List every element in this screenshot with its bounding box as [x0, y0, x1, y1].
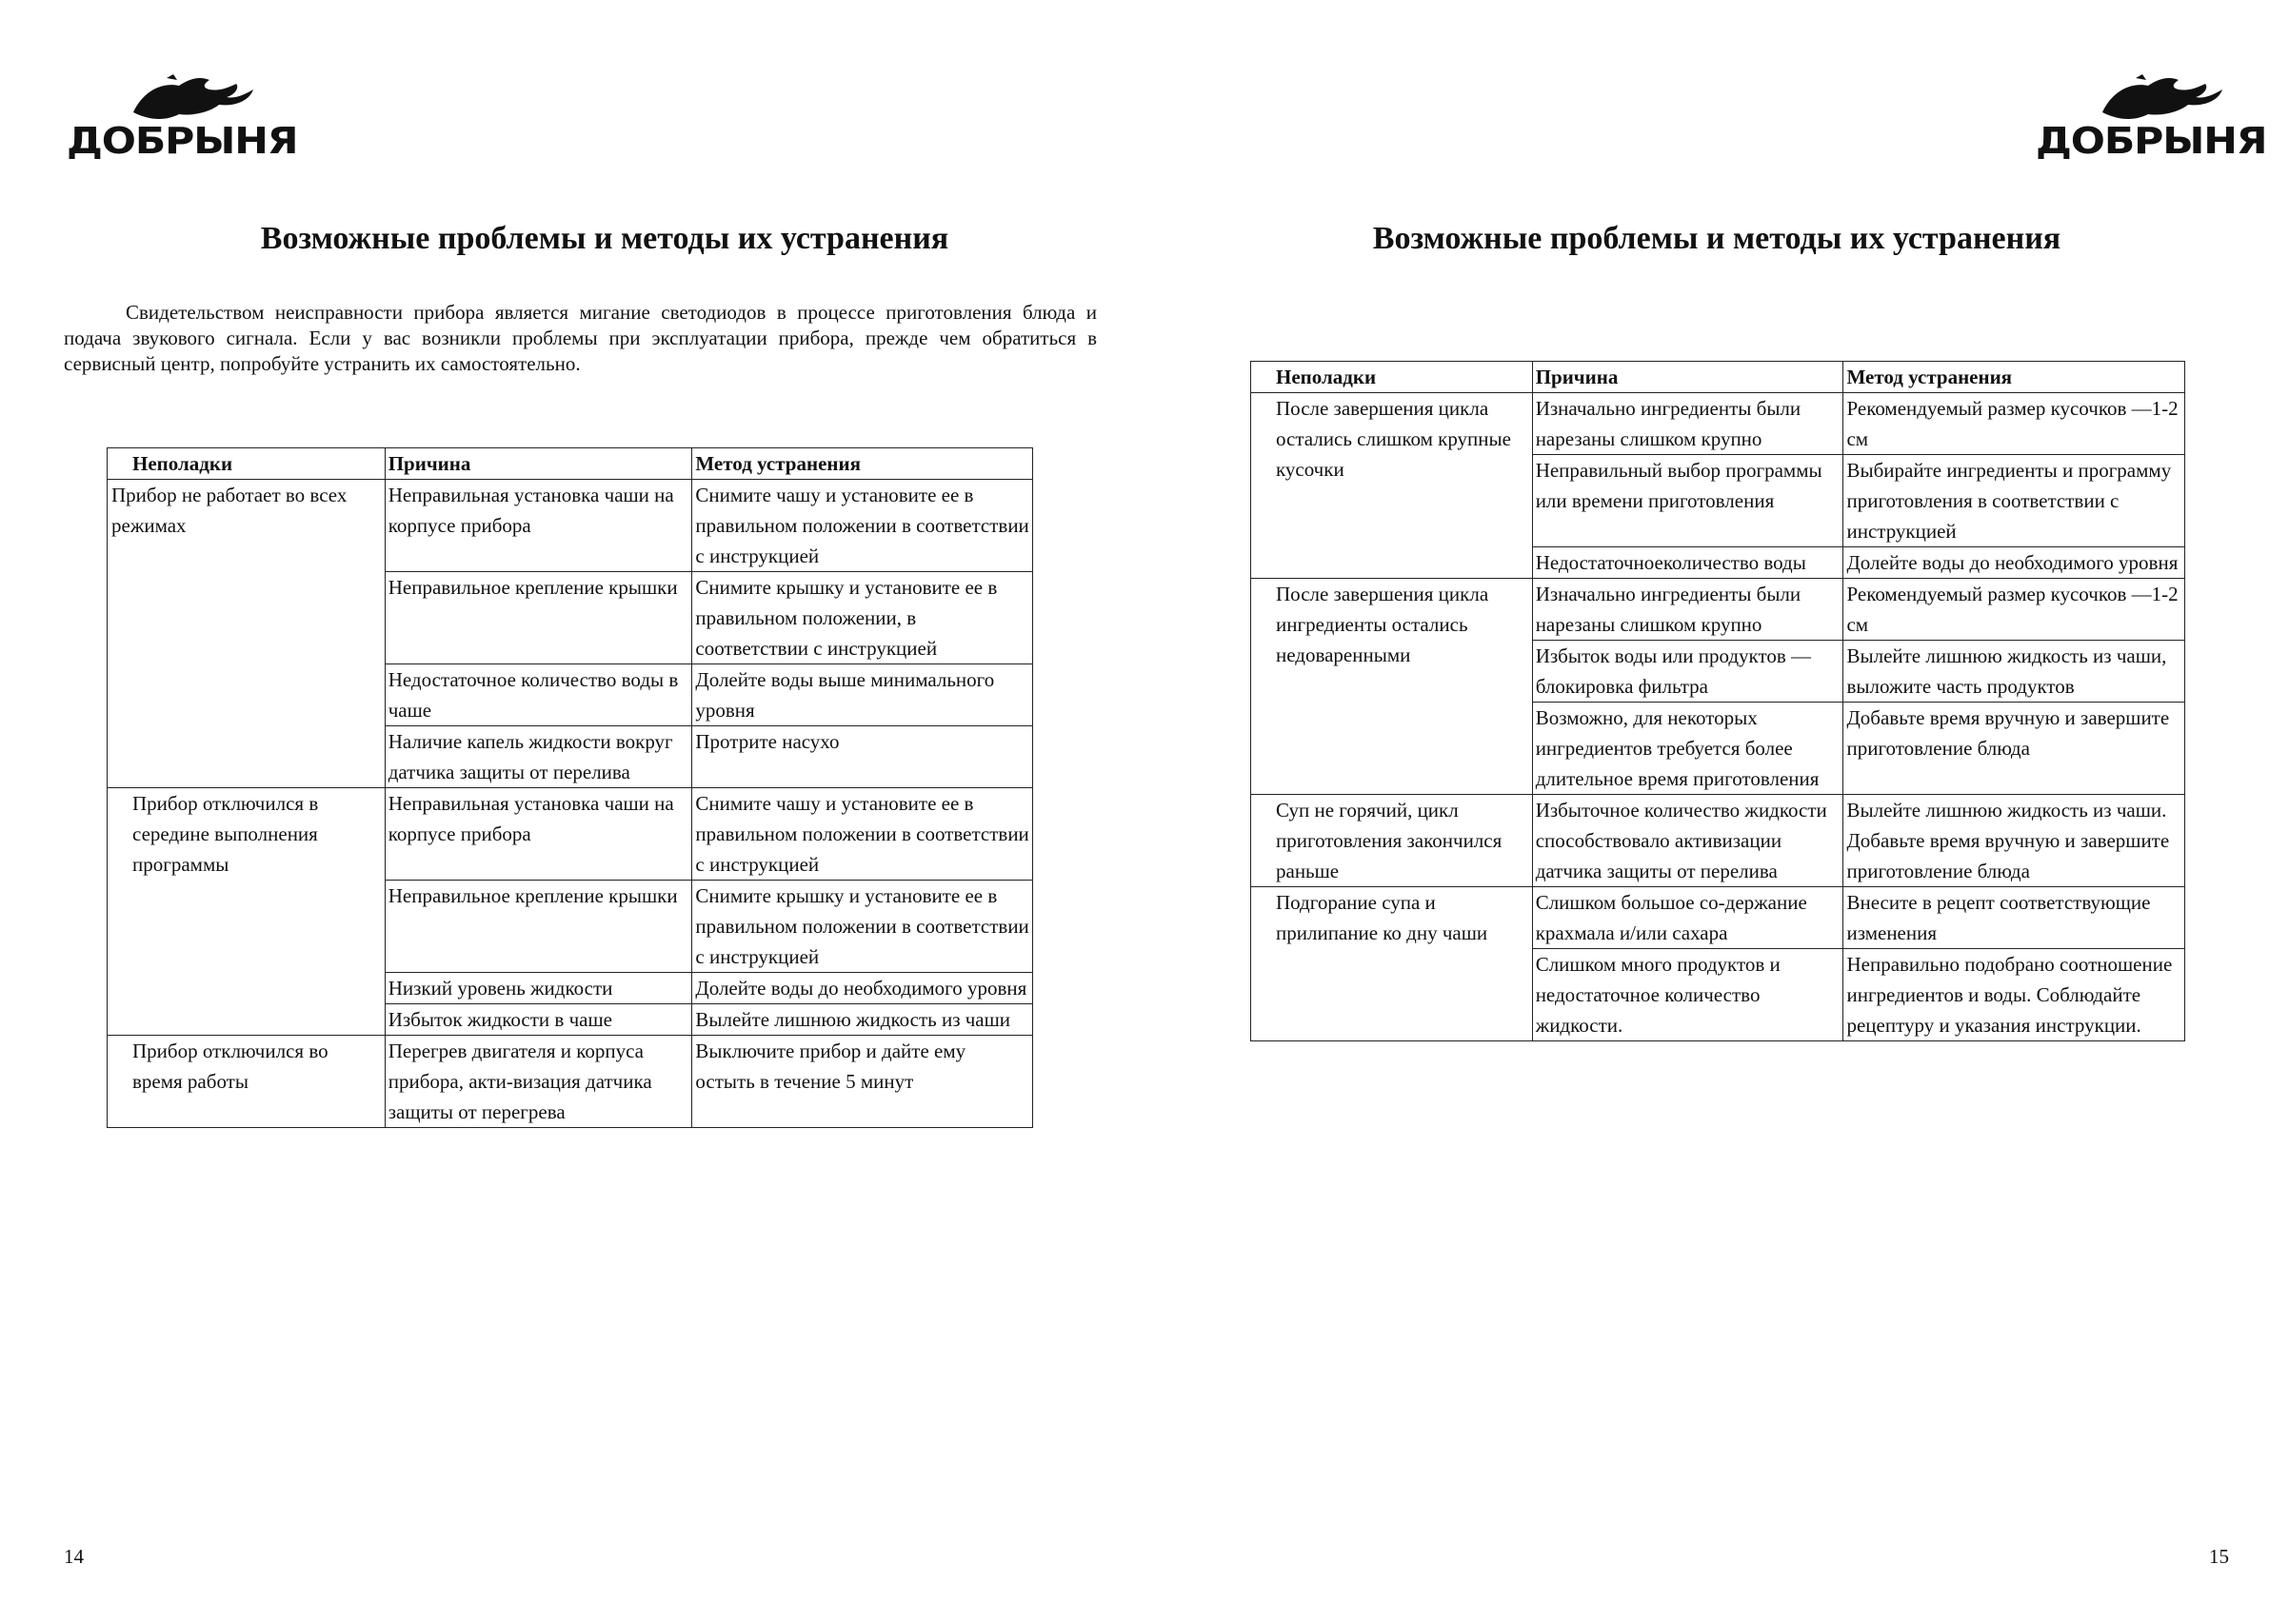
right-troubleshooting-table	[1250, 361, 2185, 1041]
cause-cell: Недостаточное количество воды в чаше	[385, 664, 692, 726]
method-cell: Добавьте время вручную и завершите приготовление блюда	[1843, 703, 2185, 795]
left-page-title: Возможные проблемы и методы их устранения	[260, 221, 949, 256]
method-cell: Долейте воды выше минимального уровня	[692, 664, 1033, 726]
header-cause: Причина	[1532, 362, 1843, 393]
method-cell: Выключите прибор и дайте ему остыть в течение 5 минут	[692, 1036, 1033, 1128]
method-cell: Вылейте лишнюю жидкость из чаши. Добавьте время вручную и завершите приготовление блюда	[1843, 795, 2185, 887]
header-problem: Неполадки	[1251, 362, 1533, 393]
table-row	[108, 788, 1033, 881]
right-page-title: Возможные проблемы и методы их устранения	[1372, 221, 2061, 256]
cause-cell: Избыточное количество жидкости способствовало активизации датчика защиты от перелива	[1532, 795, 1843, 887]
method-cell: Долейте воды до необходимого уровня	[692, 973, 1033, 1004]
table-row	[108, 1036, 1033, 1128]
cause-cell: Избыток жидкости в чаше	[385, 1004, 692, 1036]
cause-cell: Избыток воды или продуктов — блокировка фильтра	[1532, 641, 1843, 703]
page-number-left: 14	[64, 1545, 84, 1568]
method-cell: Долейте воды до необходимого уровня	[1843, 547, 2185, 579]
header-method: Метод устранения	[1843, 362, 2185, 393]
cause-cell: Перегрев двигателя и корпуса прибора, акти-визация датчика защиты от перегрева	[385, 1036, 692, 1128]
page-number-right: 15	[2209, 1545, 2229, 1568]
cause-cell: Изначально ингредиенты были нарезаны слишком крупно	[1532, 393, 1843, 455]
method-cell: Снимите крышку и установите ее в правильном положении, в соответствии с инструкцией	[692, 572, 1033, 664]
cause-cell: Неправильный выбор программы или времени приготовления	[1532, 455, 1843, 547]
cause-cell: Недостаточноеколичество воды	[1532, 547, 1843, 579]
left-page-intro: Свидетельством неисправности прибора является мигание светодиодов в процессе приготовления блюда и подача звукового сигнала. Если у вас возникли проблемы при эксплуатации прибора, прежде чем обратиться в сервисный центр, попробуйте устранить их самостоятельно.	[64, 301, 1097, 375]
header-cause: Причина	[385, 448, 692, 480]
cause-cell: Изначально ингредиенты были нарезаны слишком крупно	[1532, 579, 1843, 641]
cause-cell: Низкий уровень жидкости	[385, 973, 692, 1004]
cause-cell: Слишком много продуктов и недостаточное количество жидкости.	[1532, 949, 1843, 1041]
table-row	[1251, 579, 2185, 641]
brand-logo-left	[67, 74, 298, 162]
method-cell: Снимите чашу и установите ее в правильном положении в соответствии с инструкцией	[692, 788, 1033, 881]
method-cell: Выбирайте ингредиенты и программу приготовления в соответствии с инструкцией	[1843, 455, 2185, 547]
method-cell: Неправильно подобрано соотношение ингредиентов и воды. Соблюдайте рецептуру и указания инструкции.	[1843, 949, 2185, 1041]
method-cell: Вылейте лишнюю жидкость из чаши, выложите часть продуктов	[1843, 641, 2185, 703]
table-header-row	[108, 448, 1033, 480]
problem-cell: Подгорание супа и прилипание ко дну чаши	[1251, 887, 1533, 1041]
brand-logo-text: ДОБРЫНЯ	[2036, 120, 2267, 162]
problem-cell: После завершения цикла ингредиенты остались недоваренными	[1251, 579, 1533, 795]
method-cell: Протрите насухо	[692, 726, 1033, 788]
method-cell: Снимите крышку и установите ее в правильном положении в соответствии с инструкцией	[692, 881, 1033, 973]
problem-cell: Суп не горячий, цикл приготовления закончился раньше	[1251, 795, 1533, 887]
method-cell: Внесите в рецепт соответствующие изменения	[1843, 887, 2185, 949]
cause-cell: Возможно, для некоторых ингредиентов требуется более длительное время приготовления	[1532, 703, 1843, 795]
table-row	[1251, 393, 2185, 455]
table-row	[108, 480, 1033, 572]
method-cell: Снимите чашу и установите ее в правильном положении в соответствии с инструкцией	[692, 480, 1033, 572]
cause-cell: Неправильное крепление крышки	[385, 881, 692, 973]
header-problem: Неполадки	[108, 448, 386, 480]
table-row	[1251, 887, 2185, 949]
cause-cell: Неправильная установка чаши на корпусе прибора	[385, 480, 692, 572]
method-cell: Вылейте лишнюю жидкость из чаши	[692, 1004, 1033, 1036]
method-cell: Рекомендуемый размер кусочков —1-2 см	[1843, 393, 2185, 455]
cause-cell: Слишком большое со-держание крахмала и/или сахара	[1532, 887, 1843, 949]
cause-cell: Неправильное крепление крышки	[385, 572, 692, 664]
method-cell: Рекомендуемый размер кусочков —1-2 см	[1843, 579, 2185, 641]
problem-cell: После завершения цикла остались слишком крупные кусочки	[1251, 393, 1533, 579]
table-header-row	[1251, 362, 2185, 393]
cause-cell: Наличие капель жидкости вокруг датчика защиты от перелива	[385, 726, 692, 788]
header-method: Метод устранения	[692, 448, 1033, 480]
problem-cell: Прибор отключился во время работы	[108, 1036, 386, 1128]
problem-cell: Прибор отключился в середине выполнения программы	[108, 788, 386, 1036]
cause-cell: Неправильная установка чаши на корпусе прибора	[385, 788, 692, 881]
table-row	[1251, 795, 2185, 887]
left-troubleshooting-table	[107, 447, 1033, 1128]
brand-logo-text: ДОБРЫНЯ	[67, 120, 298, 162]
brand-logo-right	[2036, 74, 2267, 162]
problem-cell: Прибор не работает во всех режимах	[108, 480, 386, 788]
